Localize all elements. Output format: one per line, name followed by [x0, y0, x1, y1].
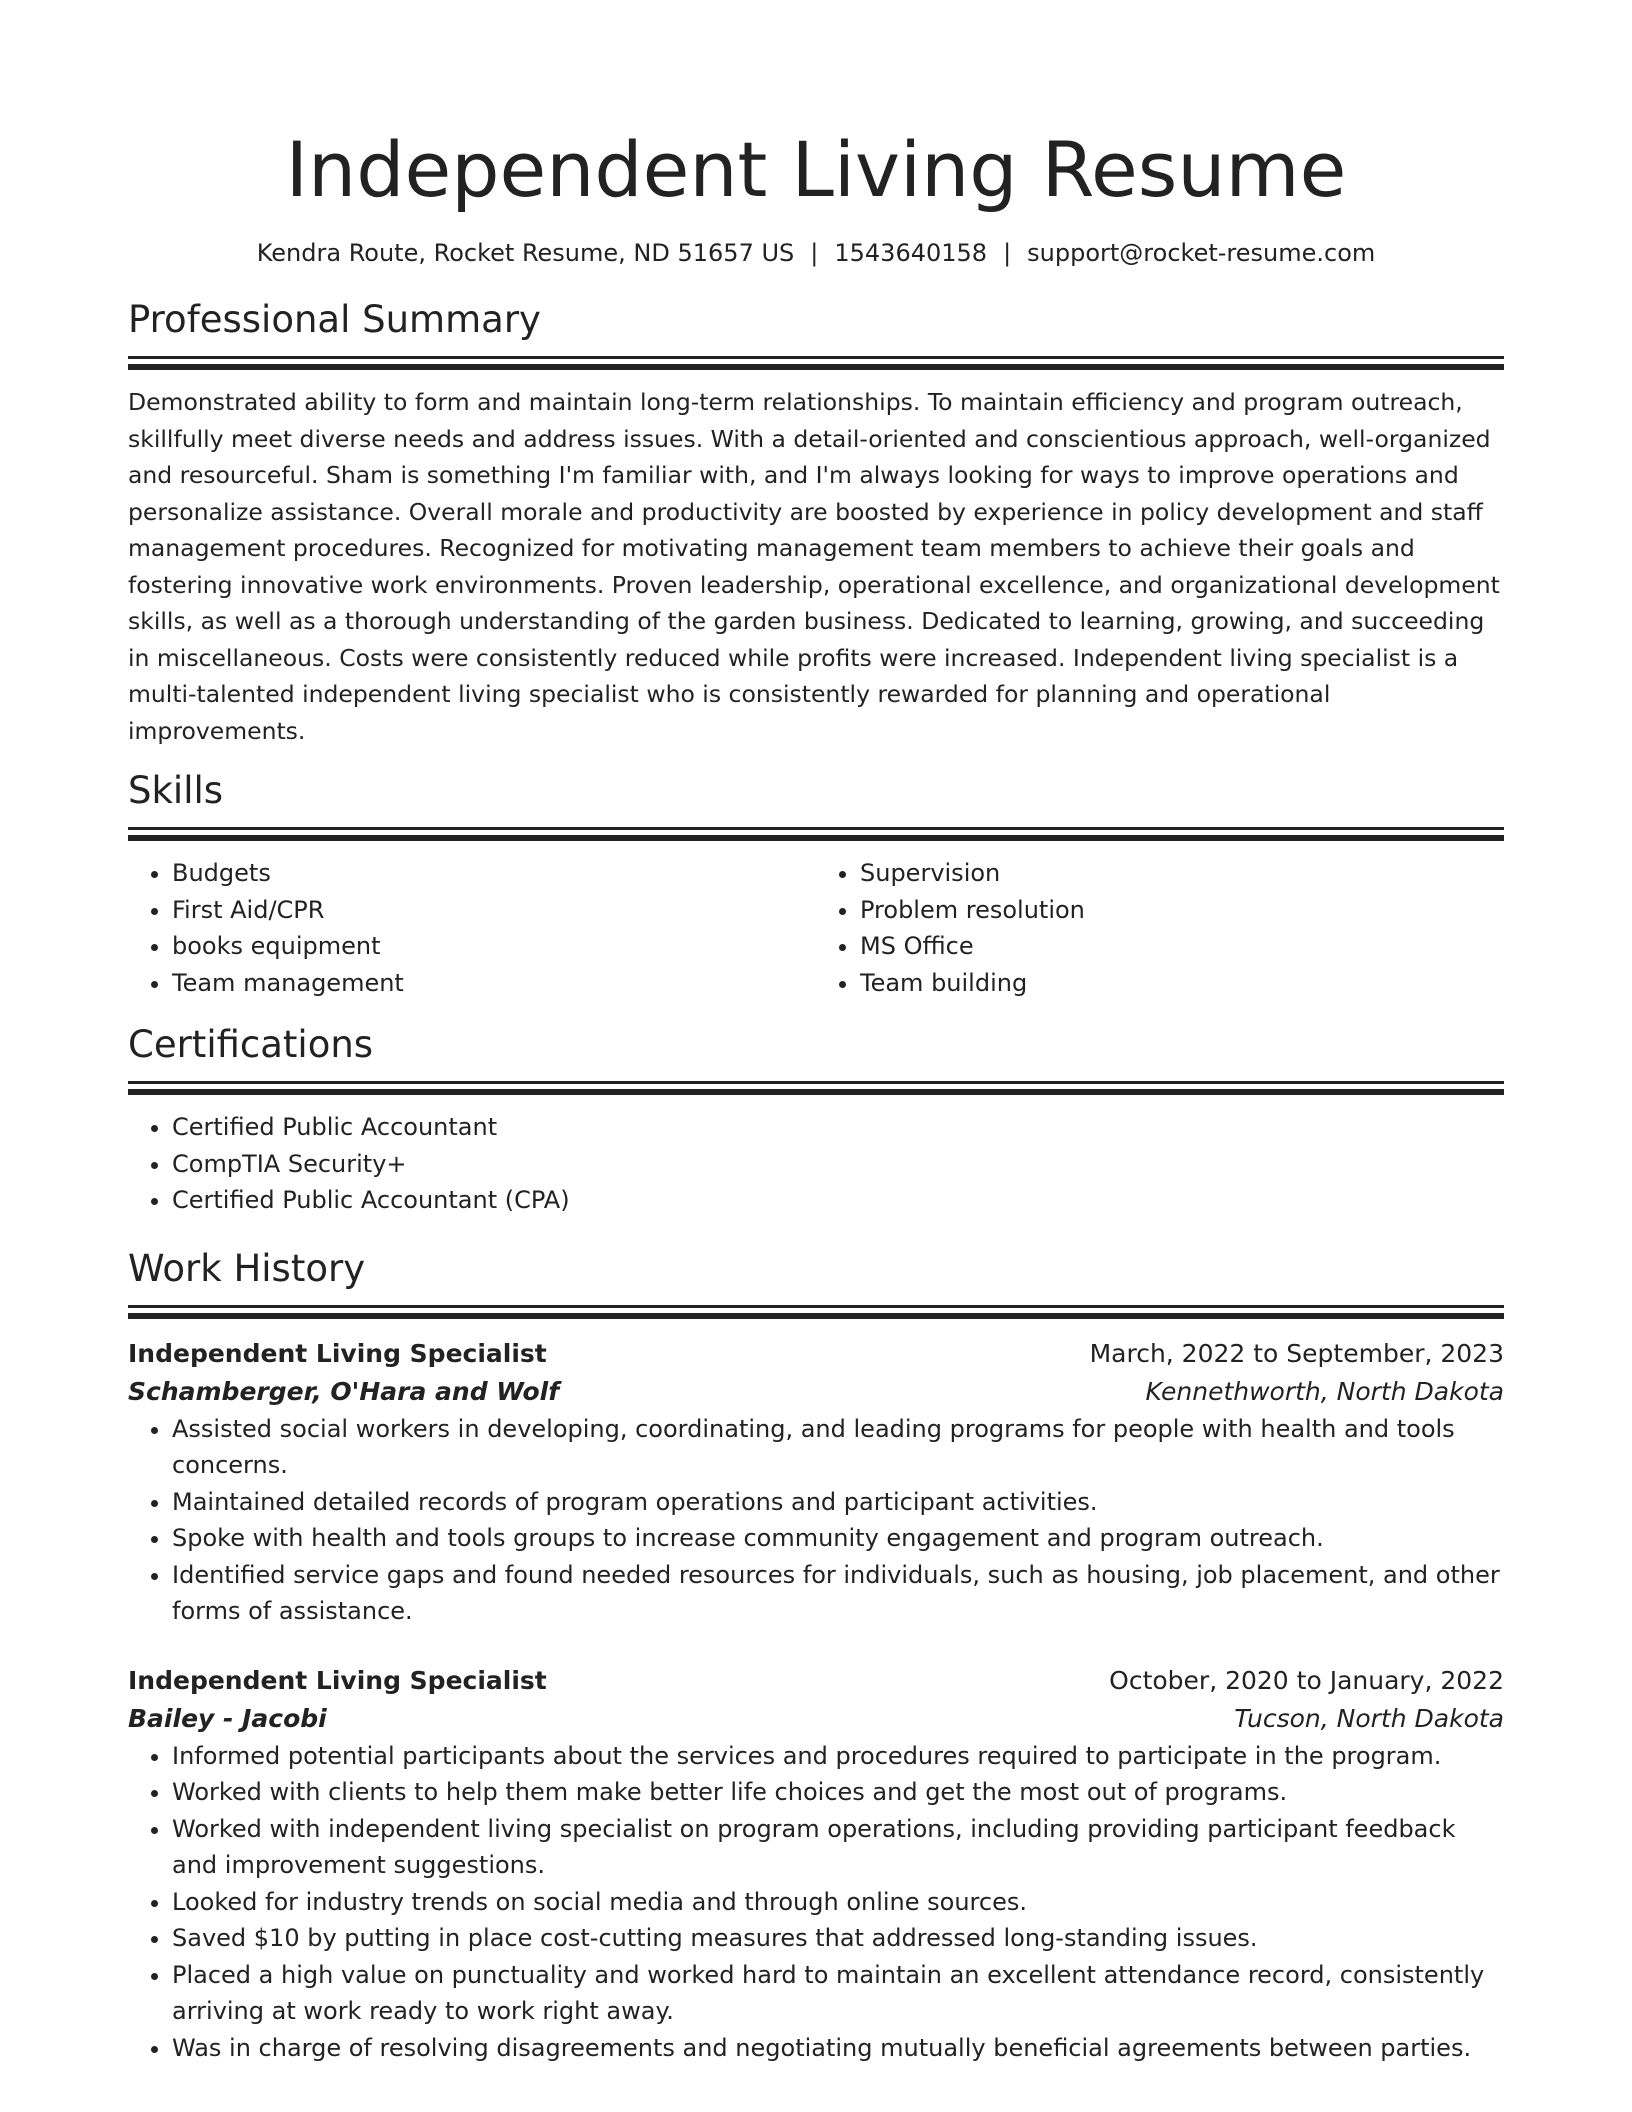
job-location: Tucson, North Dakota [1234, 1703, 1504, 1733]
certifications-heading: Certifications [128, 1023, 374, 1066]
job-bullet: • Spoke with health and tools groups to increase community engagement and program outreach. [172, 1520, 1504, 1557]
job-bullet: • Looked for industry trends on social media and through online sources. [172, 1884, 1504, 1921]
skill-item: • MS Office [860, 928, 1504, 965]
contact-email: support@rocket-resume.com [1027, 239, 1376, 267]
skills-heading: Skills [128, 769, 224, 812]
section-rule [128, 1089, 1504, 1095]
job-bullet: • Assisted social workers in developing, coordinating, and leading programs for people with health and tools concerns. [172, 1411, 1504, 1484]
job-bullet: • Was in charge of resolving disagreements and negotiating mutually beneficial agreements between parties. [172, 2030, 1504, 2067]
job-bullet: • Placed a high value on punctuality and worked hard to maintain an excellent attendance record, consistently arriving at work ready to work right away. [172, 1957, 1504, 2030]
skill-item: • First Aid/CPR [172, 892, 816, 929]
job-bullet: • Identified service gaps and found needed resources for individuals, such as housing, job placement, and other forms of assistance. [172, 1557, 1504, 1630]
job-entry [128, 1662, 1504, 2067]
certification-item: • Certified Public Accountant (CPA) [172, 1182, 1504, 1219]
summary-section [128, 296, 1504, 749]
section-rule [128, 1081, 1504, 1084]
skills-section [128, 767, 1504, 1001]
certification-item: • Certified Public Accountant [172, 1109, 1504, 1146]
work-history-section [128, 1245, 1504, 2067]
job-bullets [128, 1738, 1504, 2067]
summary-heading: Professional Summary [128, 298, 541, 341]
job-subheader [128, 1700, 1504, 1738]
section-rule [128, 356, 1504, 359]
section-rule [128, 1305, 1504, 1308]
section-rule [128, 835, 1504, 841]
section-rule [128, 1313, 1504, 1319]
section-rule [128, 364, 1504, 370]
job-title: Independent Living Specialist [128, 1665, 547, 1695]
job-dates: October, 2020 to January, 2022 [1109, 1665, 1504, 1695]
skill-item: • Problem resolution [860, 892, 1504, 929]
contact-separator: | [810, 239, 819, 267]
skill-item: • Budgets [172, 855, 816, 892]
certifications-section [128, 1021, 1504, 1219]
job-bullets [128, 1411, 1504, 1630]
section-rule [128, 827, 1504, 830]
job-bullet: • Informed potential participants about the services and procedures required to participate in the program. [172, 1738, 1504, 1775]
contact-address: Kendra Route, Rocket Resume, ND 51657 US [256, 239, 795, 267]
skills-list-right [816, 855, 1504, 1001]
job-subheader [128, 1373, 1504, 1411]
skills-grid [128, 855, 1504, 1001]
skills-list-left [128, 855, 816, 1001]
job-entry [128, 1335, 1504, 1630]
work-history-heading: Work History [128, 1246, 366, 1290]
contact-phone: 1543640158 [834, 239, 988, 267]
contact-line [128, 236, 1504, 270]
job-company: Schamberger, O'Hara and Wolf [128, 1376, 560, 1406]
job-dates: March, 2022 to September, 2023 [1089, 1338, 1504, 1368]
job-bullet: • Worked with independent living specialist on program operations, including providing participant feedback and improvement suggestions. [172, 1811, 1504, 1884]
job-bullet: • Maintained detailed records of program operations and participant activities. [172, 1484, 1504, 1521]
skill-item: • books equipment [172, 928, 816, 965]
job-bullet: • Saved $10 by putting in place cost-cutting measures that addressed long-standing issues. [172, 1920, 1504, 1957]
job-title: Independent Living Specialist [128, 1338, 547, 1368]
job-header [128, 1335, 1504, 1373]
skill-item: • Supervision [860, 855, 1504, 892]
contact-separator: | [1003, 239, 1012, 267]
job-company: Bailey - Jacobi [128, 1703, 327, 1733]
summary-text: Demonstrated ability to form and maintain long-term relationships. To maintain efficiency and program outreach, skillfully meet diverse needs and address issues. With a detail-oriented and conscientious approach, well-organized and resourceful. Sham is something I'm familiar with, and I'm always looking for ways to improve operations and personalize assistance. Overall morale and productivity are boosted by experience in policy development and staff management procedures. Recognized for motivating management team members to achieve their goals and fostering innovative work environments. Proven leadership, operational excellence, and organizational development skills, as well as a thorough understanding of the garden business. Dedicated to learning, growing, and succeeding in miscellaneous. Costs were consistently reduced while profits were increased. Independent living specialist is a multi-talented independent living specialist who is consistently rewarded for planning and operational improvements. [128, 388, 1500, 745]
resume-title: Independent Living Resume [285, 125, 1347, 214]
job-header [128, 1662, 1504, 1700]
job-location: Kennethworth, North Dakota [1145, 1376, 1504, 1406]
certifications-list [128, 1109, 1504, 1219]
skill-item: • Team management [172, 965, 816, 1002]
certification-item: • CompTIA Security+ [172, 1146, 1504, 1183]
skill-item: • Team building [860, 965, 1504, 1002]
job-bullet: • Worked with clients to help them make better life choices and get the most out of programs. [172, 1774, 1504, 1811]
